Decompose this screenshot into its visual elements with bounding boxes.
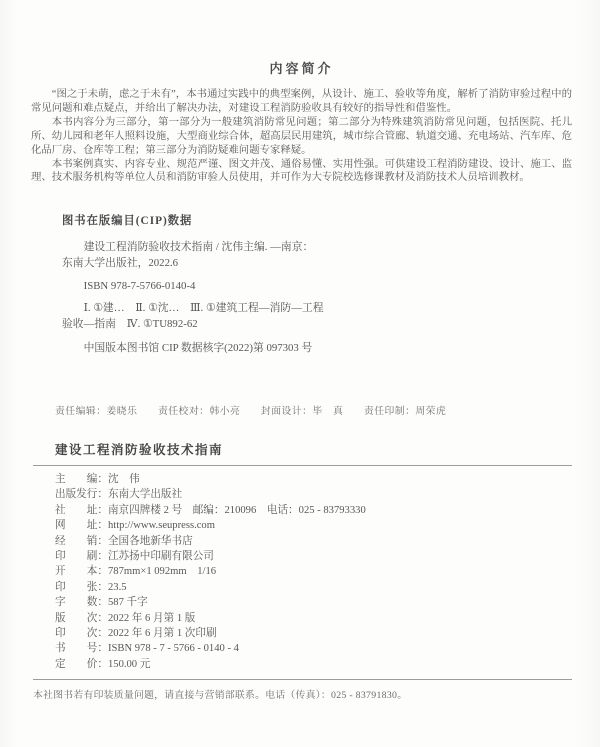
colophon-row [55, 518, 580, 533]
colophon-row-label: 印 次： [55, 627, 108, 639]
colophon-row-label: 印 张： [55, 581, 108, 593]
colophon-row [55, 611, 580, 626]
colophon-row-value: 2022 年 6 月第 1 版 [107, 612, 196, 624]
colophon-row-label: 社 址： [55, 504, 108, 516]
colophon-row-value: 2022 年 6 月第 1 次印刷 [107, 627, 217, 639]
divider-rule-top [33, 465, 572, 466]
colophon-row-label: 出版发行： [55, 489, 108, 501]
colophon-row [55, 641, 580, 656]
colophon-row-label: 版 次： [55, 612, 108, 624]
cip-citation-line-2: 东南大学出版社，2022.6 [62, 256, 179, 269]
cip-classification-line-2: 验收—指南 Ⅳ. ①TU892-62 [62, 317, 198, 330]
cip-citation-line-1: 建设工程消防验收技术指南 / 沈伟主编. —南京： [83, 241, 314, 254]
colophon-row-value: 南京四牌楼 2 号 邮编：210096 电话：025 - 83793330 [107, 504, 366, 516]
colophon-row-value: ISBN 978 - 7 - 5766 - 0140 - 4 [107, 643, 239, 655]
colophon-row [55, 549, 580, 564]
colophon-row-value: http://www.seupress.com [107, 520, 215, 532]
cip-heading: 图书在版编目(CIP)数据 [62, 215, 193, 228]
colophon-row-label: 书 号： [55, 643, 108, 655]
colophon-row [55, 595, 580, 610]
colophon-row-label: 网 址： [55, 520, 108, 532]
colophon-row-value: 23.5 [107, 581, 127, 593]
colophon-row [55, 503, 580, 518]
colophon-row-label: 字 数： [55, 597, 108, 609]
colophon-row-value: 787mm×1 092mm 1/16 [107, 566, 217, 578]
colophon-row-value: 江苏扬中印刷有限公司 [107, 550, 214, 562]
colophon-row-value: 全国各地新华书店 [107, 535, 193, 547]
colophon-row-value: 东南大学出版社 [107, 489, 183, 501]
colophon-row [55, 487, 580, 502]
colophon-row [55, 626, 580, 641]
colophon-row-value: 沈 伟 [107, 473, 140, 485]
abstract-paragraph: 本书案例真实、内容专业、规范严谨、图文并茂、通俗易懂、实用性强。可供建设工程消防建设、设计、施工、监理、技术服务机构等单位人员和消防审验人员使用，并可作为大专院校选修课教材及消防技术人员培训教材。 [31, 158, 572, 184]
abstract-paragraphs [31, 88, 572, 185]
colophon-row-label: 经 销： [55, 535, 108, 547]
colophon-row-label: 主 编： [55, 473, 108, 485]
footer-note: 本社图书若有印装质量问题，请直接与营销部联系。电话（传真）：025 - 83791830。 [33, 690, 408, 702]
cip-section [62, 212, 560, 357]
colophon-row-label: 定 价： [55, 658, 108, 670]
abstract-section [31, 58, 572, 185]
colophon-row-label: 印 刷： [55, 550, 108, 562]
colophon-list [55, 472, 580, 672]
colophon-row-value: 150.00 元 [107, 658, 151, 670]
book-title: 建设工程消防验收技术指南 [55, 442, 224, 457]
divider-rule-bottom [33, 679, 572, 680]
colophon-row [55, 657, 580, 672]
colophon-row-value: 587 千字 [107, 597, 148, 609]
cip-isbn-line: ISBN 978-7-5766-0140-4 [83, 279, 196, 292]
abstract-heading: 内容简介 [269, 61, 334, 76]
colophon-row [55, 564, 580, 579]
colophon-row [55, 534, 580, 549]
colophon-row-label: 开 本： [55, 566, 108, 578]
cip-record-line: 中国版本图书馆 CIP 数据核字(2022)第 097303 号 [83, 342, 313, 355]
abstract-paragraph: “图之于未萌，虑之于未有”，本书通过实践中的典型案例，从设计、施工、验收等角度，解析了消防审验过程中的常见问题和难点疑点，并给出了解决办法，对建设工程消防验收具有较好的指导性和借鉴性。 [31, 89, 572, 114]
abstract-paragraph: 本书内容分为三部分，第一部分为一般建筑消防常见问题；第二部分为特殊建筑消防常见问题，包括医院、托儿所、幼儿园和老年人照料设施，大型商业综合体，超高层民用建筑，城市综合管廊、轨道交通、充电场站、汽车库、危化品厂房、仓库等工程；第三部分为消防疑难问题专家释疑。 [31, 116, 572, 156]
colophon-row [55, 472, 580, 487]
colophon-row [55, 580, 580, 595]
cip-classification-line-1: Ⅰ. ①建… Ⅱ. ①沈… Ⅲ. ①建筑工程—消防—工程 [83, 302, 324, 315]
credits-line: 责任编辑：姜晓乐 责任校对：韩小亮 封面设计：毕 真 责任印制：周荣虎 [55, 405, 447, 417]
